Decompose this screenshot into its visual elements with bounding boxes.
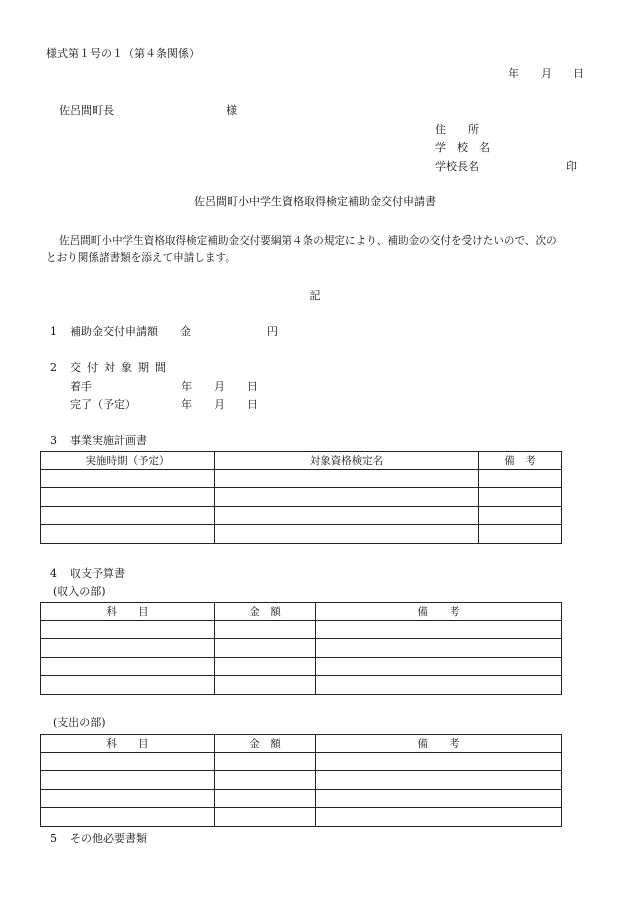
table-row [41, 621, 562, 639]
income-label: (収入の部) [53, 585, 106, 598]
table-row [41, 676, 562, 695]
section-1-currency: 金 [180, 325, 191, 338]
expense-cell[interactable] [215, 808, 316, 827]
section-4-label: 収支予算書 [70, 567, 125, 580]
income-cell[interactable] [316, 639, 562, 658]
income-cell[interactable] [215, 658, 316, 676]
income-cell[interactable] [41, 639, 215, 658]
expense-table-header [41, 735, 562, 753]
expense-cell[interactable] [41, 808, 215, 827]
plan-cell[interactable] [479, 525, 562, 544]
plan-cell[interactable] [479, 470, 562, 488]
plan-cell[interactable] [41, 507, 215, 525]
expense-cell[interactable] [316, 771, 562, 790]
income-header-amount: 金 額 [215, 603, 316, 621]
date-year: 年 [508, 67, 519, 80]
plan-cell[interactable] [215, 525, 479, 544]
section-4-number: 4 [50, 567, 57, 580]
expense-cell[interactable] [215, 790, 316, 808]
expense-cell[interactable] [316, 790, 562, 808]
section-1-unit: 円 [267, 325, 278, 338]
income-header-remarks: 備 考 [316, 603, 562, 621]
form-number: 様式第１号の１（第４条関係） [46, 47, 200, 60]
income-table-header [41, 603, 562, 621]
plan-header-period: 実施時期（予定） [41, 452, 215, 470]
income-cell[interactable] [316, 658, 562, 676]
date-day: 日 [573, 67, 584, 80]
plan-header-qualification: 対象資格検定名 [215, 452, 479, 470]
expense-header-amount: 金 額 [215, 735, 316, 753]
applicant-school-label: 学 校 名 [435, 141, 490, 154]
body-text-line1: 佐呂間町小中学生資格取得検定補助金交付要綱第４条の規定により、補助金の交付を受けたいので、次の [59, 235, 557, 247]
applicant-address-label: 住 所 [435, 123, 479, 136]
income-table [40, 602, 562, 695]
expense-cell[interactable] [41, 790, 215, 808]
expense-header-item: 科 目 [41, 735, 215, 753]
income-cell[interactable] [41, 621, 215, 639]
expense-header-remarks: 備 考 [316, 735, 562, 753]
expense-cell[interactable] [41, 771, 215, 790]
income-cell[interactable] [215, 621, 316, 639]
table-row [41, 790, 562, 808]
table-row [41, 507, 562, 525]
income-cell[interactable] [41, 676, 215, 695]
applicant-principal-label: 学校長名 [435, 160, 479, 173]
table-row [41, 753, 562, 771]
plan-cell[interactable] [215, 507, 479, 525]
table-row [41, 639, 562, 658]
section-2-start-month: 月 [214, 380, 225, 393]
expense-label: (支出の部) [53, 716, 106, 729]
table-row [41, 470, 562, 488]
document-title: 佐呂間町小中学生資格取得検定補助金交付申請書 [194, 195, 436, 208]
section-3-number: 3 [50, 434, 57, 447]
plan-table [40, 451, 562, 544]
section-2-start-label: 着手 [70, 380, 92, 393]
section-2-start-day: 日 [247, 380, 258, 393]
section-2-end-label: 完了（予定） [70, 398, 136, 411]
section-2-end-day: 日 [247, 398, 258, 411]
section-5-number: 5 [50, 832, 57, 845]
expense-table [40, 734, 562, 827]
section-2-start-year: 年 [181, 380, 192, 393]
income-cell[interactable] [215, 676, 316, 695]
seal-mark: 印 [566, 160, 577, 173]
plan-table-header [41, 452, 562, 470]
expense-cell[interactable] [215, 753, 316, 771]
table-row [41, 808, 562, 827]
plan-cell[interactable] [41, 488, 215, 507]
plan-header-remarks: 備 考 [479, 452, 562, 470]
expense-cell[interactable] [215, 771, 316, 790]
income-cell[interactable] [41, 658, 215, 676]
section-2-label: 交付対象期間 [70, 361, 172, 374]
section-2-end-year: 年 [181, 398, 192, 411]
plan-cell[interactable] [479, 507, 562, 525]
plan-cell[interactable] [479, 488, 562, 507]
section-5-label: その他必要書類 [70, 832, 147, 845]
expense-cell[interactable] [41, 753, 215, 771]
plan-cell[interactable] [215, 470, 479, 488]
income-cell[interactable] [316, 621, 562, 639]
body-text-line2: とおり関係諸書類を添えて申請します。 [46, 252, 236, 264]
plan-cell[interactable] [41, 470, 215, 488]
section-1-number: 1 [50, 325, 57, 338]
date-month: 月 [541, 67, 552, 80]
table-row [41, 771, 562, 790]
income-header-item: 科 目 [41, 603, 215, 621]
table-row [41, 658, 562, 676]
expense-cell[interactable] [316, 753, 562, 771]
plan-cell[interactable] [41, 525, 215, 544]
ki-heading: 記 [309, 289, 321, 302]
addressee-honorific: 様 [226, 104, 237, 117]
section-2-number: 2 [50, 361, 57, 374]
addressee-name: 佐呂間町長 [59, 104, 114, 117]
income-cell[interactable] [215, 639, 316, 658]
table-row [41, 525, 562, 544]
table-row [41, 488, 562, 507]
section-2-end-month: 月 [214, 398, 225, 411]
expense-cell[interactable] [316, 808, 562, 827]
section-1-label: 補助金交付申請額 [70, 325, 158, 338]
income-cell[interactable] [316, 676, 562, 695]
section-3-label: 事業実施計画書 [70, 434, 147, 447]
plan-cell[interactable] [215, 488, 479, 507]
